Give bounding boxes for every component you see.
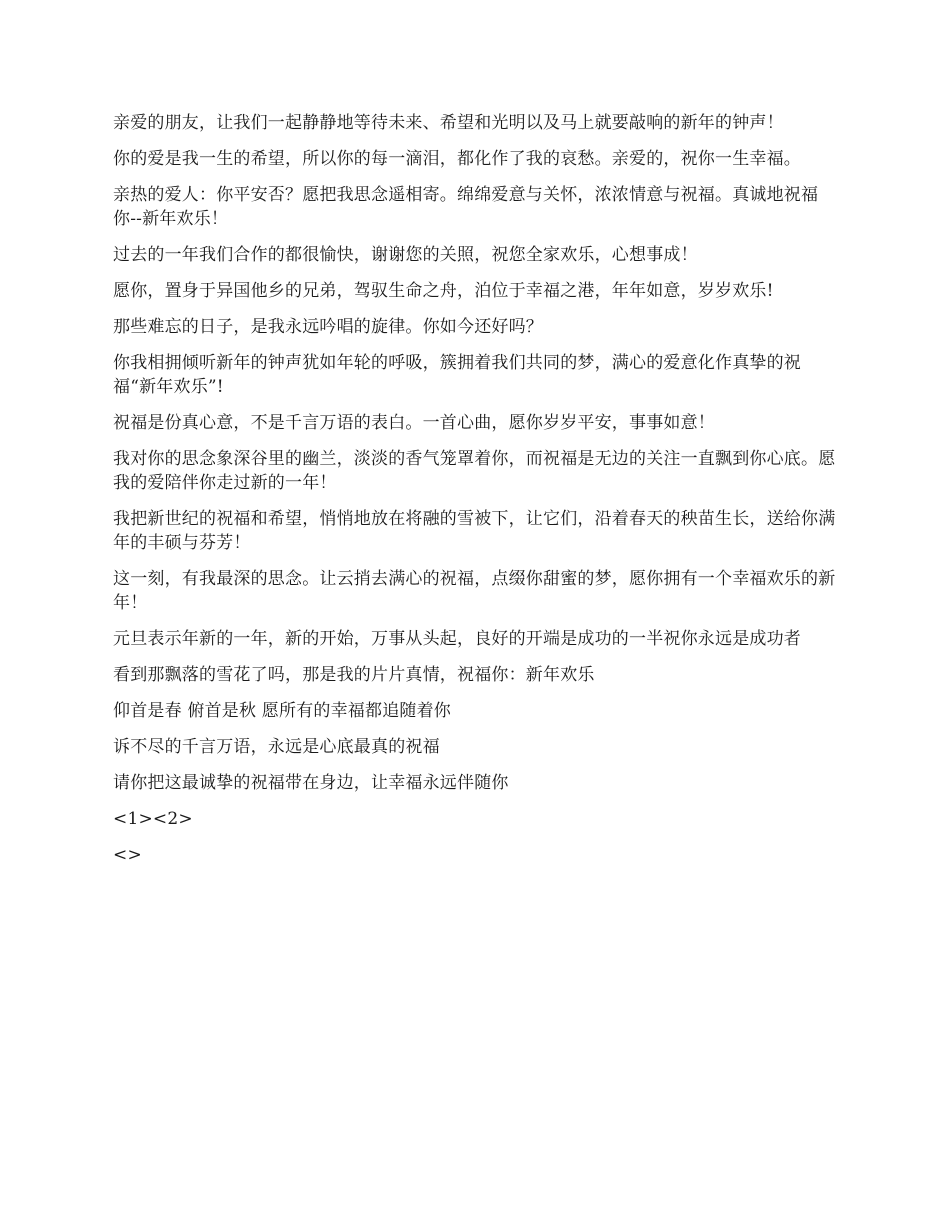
paragraph-5: 愿你，置身于异国他乡的兄弟，驾驭生命之舟，泊位于幸福之港，年年如意，岁岁欢乐! [113, 281, 774, 301]
paragraph-8: 祝福是份真心意，不是千言万语的表白。一首心曲，愿你岁岁平安，事事如意！ [113, 413, 715, 433]
paragraph-12: 元旦表示年新的一年，新的开始，万事从头起，良好的开端是成功的一半祝你永远是成功者 [113, 629, 801, 649]
paragraph-11: 这一刻，有我最深的思念。让云捎去满心的祝福，点缀你甜蜜的梦，愿你拥有一个幸福欢乐的新年！ [113, 569, 836, 613]
paragraph-15: 诉不尽的千言万语，永远是心底最真的祝福 [113, 737, 440, 757]
paragraph-10: 我把新世纪的祝福和希望，悄悄地放在将融的雪被下，让它们，沿着春天的秧苗生长，送给你满年的丰硕与芬芳！ [113, 509, 836, 553]
paragraph-3: 亲热的爱人：你平安否？愿把我思念遥相寄。绵绵爱意与关怀，浓浓情意与祝福。真诚地祝福你--新年欢乐！ [113, 185, 819, 229]
paragraph-9: 我对你的思念象深谷里的幽兰，淡淡的香气笼罩着你，而祝福是无边的关注一直飘到你心底。愿我的爱陪伴你走过新的一年！ [113, 449, 836, 493]
document-body [113, 111, 841, 879]
paragraph-2: 你的爱是我一生的希望，所以你的每一滴泪，都化作了我的哀愁。亲爱的，祝你一生幸福。 [113, 149, 801, 169]
paragraph-4: 过去的一年我们合作的都很愉快，谢谢您的关照，祝您全家欢乐，心想事成！ [113, 245, 698, 265]
paragraph-1: 亲爱的朋友，让我们一起静静地等待未来、希望和光明以及马上就要敲响的新年的钟声！ [113, 113, 784, 133]
paragraph-16: 请你把这最诚挚的祝福带在身边，让幸福永远伴随你 [113, 773, 509, 793]
paragraph-6: 那些难忘的日子，是我永远吟唱的旋律。你如今还好吗？ [113, 317, 543, 337]
paragraph-14: 仰首是春 俯首是秋 愿所有的幸福都追随着你 [113, 701, 452, 721]
paragraph-7: 你我相拥倾听新年的钟声犹如年轮的呼吸，簇拥着我们共同的梦，满心的爱意化作真挚的祝福“新年欢乐”! [113, 353, 801, 397]
paragraph-13: 看到那飘落的雪花了吗，那是我的片片真情，祝福你：新年欢乐 [113, 665, 595, 685]
page-links: <1><2> [113, 809, 193, 829]
empty-link: <> [113, 845, 142, 865]
